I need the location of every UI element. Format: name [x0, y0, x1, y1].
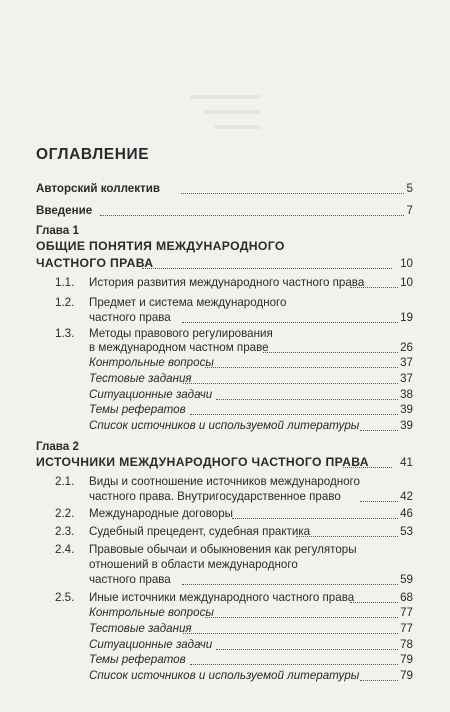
page-number: 46 [400, 507, 413, 520]
leader-dots [216, 649, 398, 650]
section-number: 2.2. [55, 507, 75, 520]
section-number: 2.5. [55, 591, 75, 604]
entry-title: Методы правового регулирования [89, 327, 273, 340]
page-number: 10 [400, 257, 413, 270]
entry-title: Контрольные вопросы [89, 606, 214, 619]
page-number: 53 [400, 525, 413, 538]
page-number: 38 [400, 388, 413, 401]
leader-dots [360, 501, 398, 502]
entry-title: Международные договоры [89, 507, 233, 520]
page-number: 7 [406, 204, 413, 217]
entry-title: Тестовые задания [89, 622, 192, 635]
page-number: 10 [400, 276, 413, 289]
section-number: 1.1. [55, 276, 75, 289]
page-number: 59 [400, 573, 413, 586]
leader-dots [350, 287, 398, 288]
leader-dots [360, 430, 398, 431]
page-number: 39 [400, 419, 413, 432]
chapter-title: ОБЩИЕ ПОНЯТИЯ МЕЖДУНАРОДНОГО [36, 239, 285, 253]
section-number: 1.2. [55, 296, 75, 309]
page-number: 41 [400, 456, 413, 469]
entry-title: Тестовые задания [89, 372, 192, 385]
leader-dots [360, 680, 398, 681]
page-number: 77 [400, 622, 413, 635]
leader-dots [232, 518, 398, 519]
entry-title: Список источников и используемой литературы [89, 669, 360, 682]
chapter-label: Глава 1 [36, 224, 79, 237]
leader-dots [216, 399, 398, 400]
page-number: 42 [400, 490, 413, 503]
page-number: 78 [400, 638, 413, 651]
entry-title: Список источников и используемой литературы [89, 419, 360, 432]
leader-dots [182, 322, 398, 323]
entry-title: Введение [36, 204, 93, 217]
page-number: 5 [406, 182, 413, 195]
page-number: 79 [400, 669, 413, 682]
page-number: 39 [400, 403, 413, 416]
leader-dots [350, 602, 398, 603]
section-number: 2.3. [55, 525, 75, 538]
section-number: 2.1. [55, 475, 75, 488]
toc-heading: ОГЛАВЛЕНИЕ [36, 146, 150, 163]
page-number: 68 [400, 591, 413, 604]
show-through-mark [215, 125, 260, 129]
page-number: 79 [400, 653, 413, 666]
entry-title: отношений в области международного [89, 558, 298, 571]
leader-dots [183, 633, 398, 634]
leader-dots [100, 215, 404, 216]
section-number: 1.3. [55, 327, 75, 340]
leader-dots [183, 383, 398, 384]
entry-title: Правовые обычаи и обыкновения как регуляторы [89, 543, 357, 556]
entry-title: Темы рефератов [89, 653, 186, 666]
leader-dots [181, 193, 404, 194]
entry-title: в международном частном праве [89, 341, 269, 354]
entry-title: Темы рефератов [89, 403, 186, 416]
entry-title: Ситуационные задачи [89, 638, 213, 651]
page-number: 19 [400, 311, 413, 324]
entry-title: частного права. Внутригосударственное право [89, 490, 341, 503]
page-number: 37 [400, 356, 413, 369]
entry-title: частного права [89, 311, 171, 324]
leader-dots [190, 414, 398, 415]
entry-title: Иные источники международного частного права [89, 591, 355, 604]
leader-dots [205, 617, 398, 618]
chapter-title: ЧАСТНОГО ПРАВА [36, 256, 154, 270]
page-number: 37 [400, 372, 413, 385]
entry-title: Виды и соотношение источников международного [89, 475, 360, 488]
page-number: 26 [400, 341, 413, 354]
entry-title: Предмет и система международного [89, 296, 287, 309]
page-number: 77 [400, 606, 413, 619]
entry-title: Авторский коллектив [36, 182, 160, 195]
entry-title: Судебный прецедент, судебная практика [89, 525, 311, 538]
entry-title: Ситуационные задачи [89, 388, 213, 401]
chapter-title: ИСТОЧНИКИ МЕЖДУНАРОДНОГО ЧАСТНОГО ПРАВА [36, 455, 369, 469]
leader-dots [205, 367, 398, 368]
entry-title: Контрольные вопросы [89, 356, 214, 369]
show-through-mark [205, 110, 260, 114]
chapter-label: Глава 2 [36, 440, 79, 453]
leader-dots [343, 467, 392, 468]
leader-dots [142, 268, 392, 269]
leader-dots [182, 584, 398, 585]
leader-dots [296, 536, 398, 537]
show-through-mark [190, 95, 260, 99]
leader-dots [190, 664, 398, 665]
section-number: 2.4. [55, 543, 75, 556]
entry-title: частного права [89, 573, 171, 586]
leader-dots [263, 352, 398, 353]
entry-title: История развития международного частного права [89, 276, 365, 289]
